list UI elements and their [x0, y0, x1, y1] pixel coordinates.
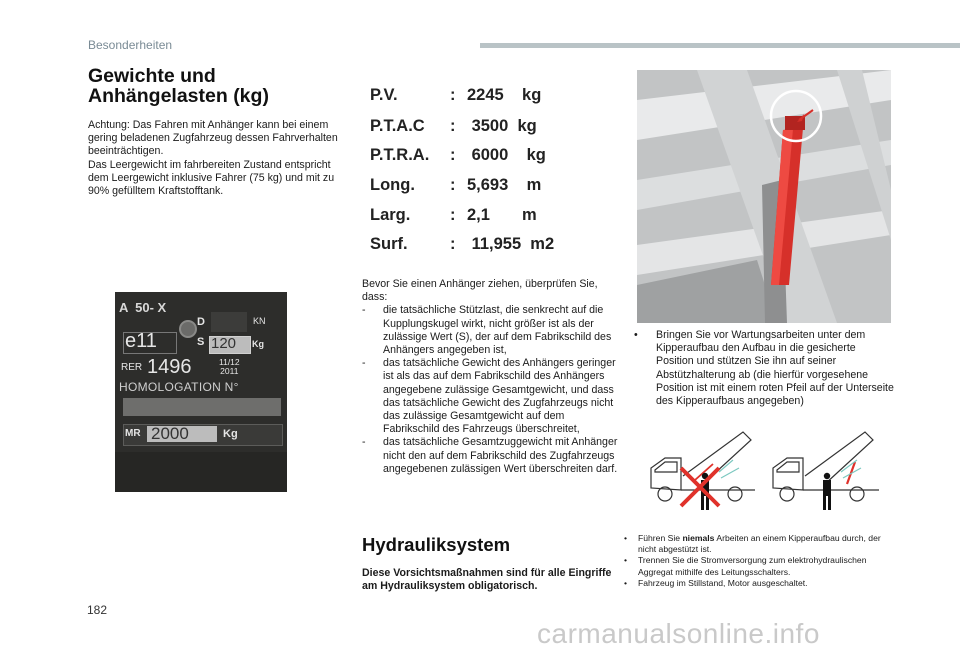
support-instruction-text: Bringen Sie vor Wartungsarbeiten unter dem Kipperaufbau den Aufbau in die gesicherte Position und stützen Sie ihn auf seiner Abstützhalterung ab (die hierfür vorgesehene Position ist mit einem roten Pfeil auf der Unterseite des Kipperaufbaus angegeben): [656, 329, 894, 408]
spec-key: Long.: [370, 176, 415, 194]
safety-note: [624, 555, 892, 577]
bullet-dot: •: [624, 555, 628, 566]
safety-note: [624, 578, 892, 589]
spec-key: P.T.A.C: [370, 117, 425, 135]
spec-colon: :: [450, 176, 456, 194]
title-line-2: Anhängelasten (kg): [88, 85, 269, 107]
safety-note-text: Führen Sie: [638, 533, 683, 543]
intro-paragraph: Das Leergewicht im fahrbereiten Zustand entspricht dem Leergewicht inklusive Fahrer (75 kg) und mit zu 90% gefülltem Kraftstofftank.: [88, 158, 335, 198]
list-item-text: die tatsächliche Stützlast, die senkrecht auf die Kupplungskugel wirkt, nicht größer ist als der zulässige Wert (S), der auf dem Fabrikschild des Anhängers angegeben ist,: [383, 304, 612, 357]
watermark: carmanualsonline.info: [537, 618, 820, 649]
hydraulics-heading: Hydrauliksystem: [362, 534, 511, 555]
safety-note-text: Fahrzeug im Stillstand, Motor ausgeschaltet.: [638, 577, 808, 588]
spec-key: Larg.: [370, 206, 411, 224]
spec-value: 3500 kg: [467, 117, 537, 135]
spec-value: 2,1 m: [467, 206, 537, 224]
prohibited-cross-icon: [681, 468, 719, 506]
safety-note: [624, 533, 892, 555]
spec-value: 6000 kg: [467, 146, 546, 164]
safety-note-text: Trennen Sie die Stromversorgung zum elektrohydraulischen Aggregat mithilfe des Leitungsschalters.: [638, 555, 867, 577]
spec-value: 11,955 m2: [467, 235, 555, 253]
bullet-dot: •: [624, 533, 628, 543]
plate-mr-kg: Kg: [223, 428, 238, 440]
plate-kn-label: KN: [253, 316, 266, 326]
safety-note-emphasis: niemals: [682, 533, 715, 543]
spec-row-ptac: [370, 117, 600, 139]
support-instruction: [634, 329, 896, 408]
plate-mr-value: 2000: [151, 424, 189, 443]
spec-colon: :: [450, 235, 456, 253]
spec-colon: :: [450, 86, 456, 104]
trailer-check-text: [362, 278, 620, 476]
list-item: [362, 304, 620, 357]
spec-colon: :: [450, 146, 456, 164]
list-item: [362, 357, 620, 436]
bullet-dot: •: [624, 577, 628, 588]
spec-value: 5,693 m: [467, 176, 542, 194]
plate-rer-value: 1496: [147, 356, 192, 378]
spec-row-length: [370, 176, 600, 198]
rivet-icon: [179, 320, 197, 338]
section-rule: [480, 43, 960, 48]
dash-bullet: -: [362, 436, 366, 449]
plate-s-label: S: [197, 336, 205, 348]
spec-row-surface: [370, 235, 600, 257]
dash-bullet: -: [362, 357, 366, 370]
tipper-underside-illustration: [637, 70, 891, 323]
spec-row-ptra: [370, 146, 600, 168]
title-line-1: Gewichte und: [88, 65, 216, 87]
spec-colon: :: [450, 117, 456, 135]
plate-kg-label: Kg: [252, 339, 264, 349]
plate-date-line: 11/12: [219, 357, 240, 367]
spec-colon: :: [450, 206, 456, 224]
plate-e11: e11: [125, 330, 157, 352]
plate-rer-label: RER: [121, 362, 143, 373]
plate-s-value: 120: [211, 335, 237, 352]
tipper-safety-pictogram: [643, 428, 885, 520]
plate-homologation: HOMOLOGATION N°: [119, 380, 239, 394]
intro-text: [88, 119, 346, 198]
bullet-dot: •: [634, 329, 638, 341]
plate-date: [219, 358, 240, 376]
spec-row-width: [370, 206, 600, 228]
body-lead: Bevor Sie einen Anhänger ziehen, überprüfen Sie, dass:: [362, 278, 598, 304]
list-item: [362, 436, 620, 476]
page-number: 182: [87, 603, 108, 617]
section-label: Besonderheiten: [88, 38, 173, 52]
spec-key: P.V.: [370, 86, 398, 104]
spec-key: P.T.R.A.: [370, 146, 430, 164]
page-title: [88, 66, 338, 106]
list-item-text: das tatsächliche Gesamtzuggewicht mit Anhänger nicht den auf dem Fabrikschild des Zugfahrzeugs angegebenen zulässigen Wert überschreiten darf.: [383, 436, 618, 475]
safety-notes: [624, 533, 892, 589]
plate-d-label: D: [197, 316, 205, 328]
hydraulics-note: Diese Vorsichtsmaßnahmen sind für alle Eingriffe am Hydrauliksystem obligatorisch.: [362, 567, 612, 592]
spec-value: 2245 kg: [467, 86, 542, 104]
safety-note-text: Arbeiten an einem Kipperaufbau durch, der nicht abgestützt ist.: [638, 533, 881, 555]
dash-bullet: -: [362, 304, 366, 317]
intro-paragraph: Achtung: Das Fahren mit Anhänger kann bei einem gering beladenen Zugfahrzeug dessen Fahrverhalten beeinträchtigen.: [88, 119, 338, 158]
plate-mr-label: MR: [125, 428, 141, 439]
manufacturer-plate-photo: [115, 292, 287, 492]
plate-date-line: 2011: [220, 366, 239, 376]
tipper-support-photo: [637, 70, 891, 323]
spec-row-pv: [370, 86, 600, 108]
plate-code: A 50- X: [119, 300, 167, 315]
list-item-text: das tatsächliche Gewicht des Anhängers geringer ist als das auf dem Fabrikschild des Anhängers angegebene zulässige Gesamtgewicht, und dass das tatsächliche Gewicht des Zugfahrzeugs nicht das zulässige Gesamtgewicht auf dem Fabrikschild des Fahrzeugs überschreitet,: [383, 357, 616, 436]
check-list: [362, 304, 620, 476]
spec-key: Surf.: [370, 235, 408, 253]
